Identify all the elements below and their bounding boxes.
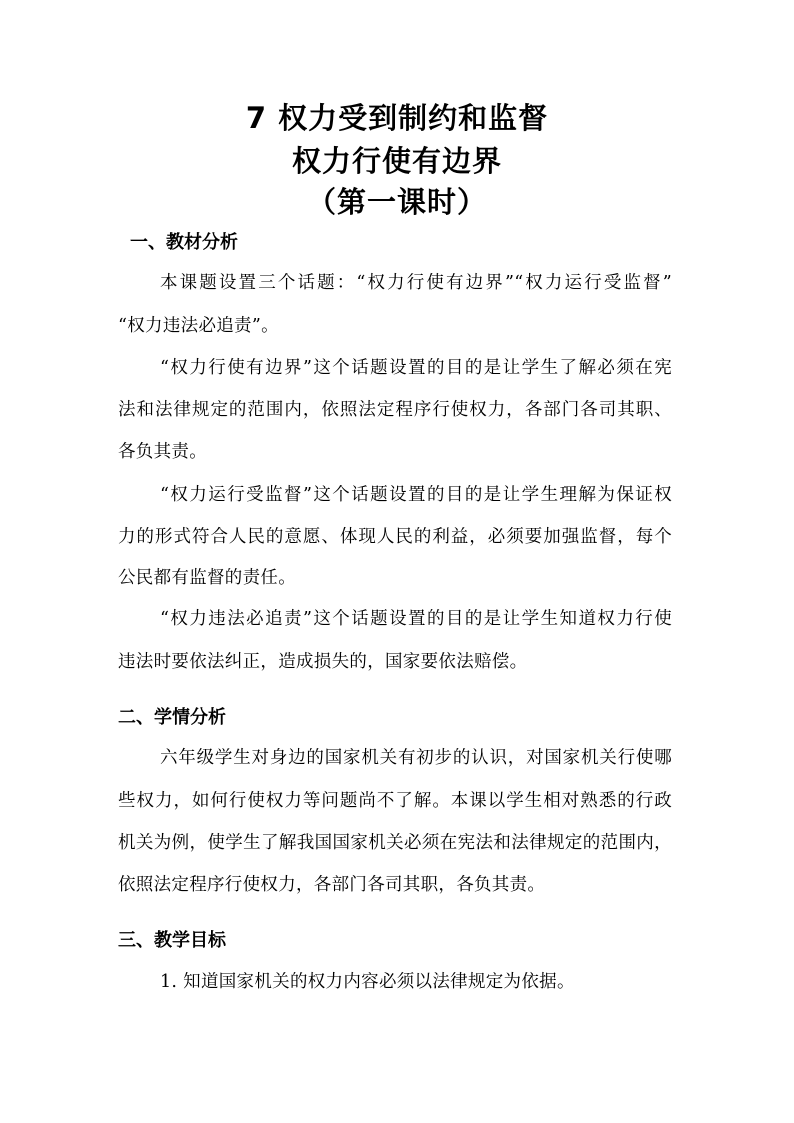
paragraph-line: “权力违法必追责”这个话题设置的目的是让学生知道权力行使: [160, 609, 672, 629]
paragraph-line: 本课题设置三个话题：“权力行使有边界”“权力运行受监督”: [160, 273, 672, 293]
paragraph-line: “权力违法必追责”。: [118, 316, 279, 336]
objective-item: 1. 知道国家机关的权力内容必须以法律规定为依据。: [160, 972, 575, 992]
paragraph-line: “权力运行受监督”这个话题设置的目的是让学生理解为保证权: [160, 485, 672, 505]
lesson-title: 7 权力受到制约和监督: [245, 101, 549, 135]
paragraph-line: 各负其责。: [118, 442, 207, 462]
paragraph-line: 机关为例，使学生了解我国国家机关必须在宪法和法律规定的范围内，: [118, 833, 672, 853]
paragraph-line: 六年级学生对身边的国家机关有初步的认识，对国家机关行使哪: [160, 748, 672, 768]
paragraph-line: “权力行使有边界”这个话题设置的目的是让学生了解必须在宪: [160, 358, 672, 378]
paragraph-line: 违法时要依法纠正，造成损失的，国家要依法赔偿。: [118, 652, 528, 672]
section-heading-textbook-analysis: 一、教材分析: [130, 232, 238, 253]
lesson-subtitle: 权力行使有边界: [291, 144, 502, 178]
paragraph-line: 公民都有监督的责任。: [118, 568, 296, 588]
section-heading-teaching-objectives: 三、教学目标: [118, 930, 226, 951]
paragraph-line: 依照法定程序行使权力，各部门各司其职，各负其责。: [118, 875, 546, 895]
section-heading-student-analysis: 二、学情分析: [118, 707, 226, 728]
lesson-period: （第一课时）: [306, 185, 487, 219]
paragraph-line: 法和法律规定的范围内，依照法定程序行使权力，各部门各司其职、: [118, 400, 672, 420]
paragraph-line: 力的形式符合人民的意愿、体现人民的利益，必须要加强监督，每个: [118, 527, 672, 547]
paragraph-line: 些权力，如何行使权力等问题尚不了解。本课以学生相对熟悉的行政: [118, 791, 672, 811]
